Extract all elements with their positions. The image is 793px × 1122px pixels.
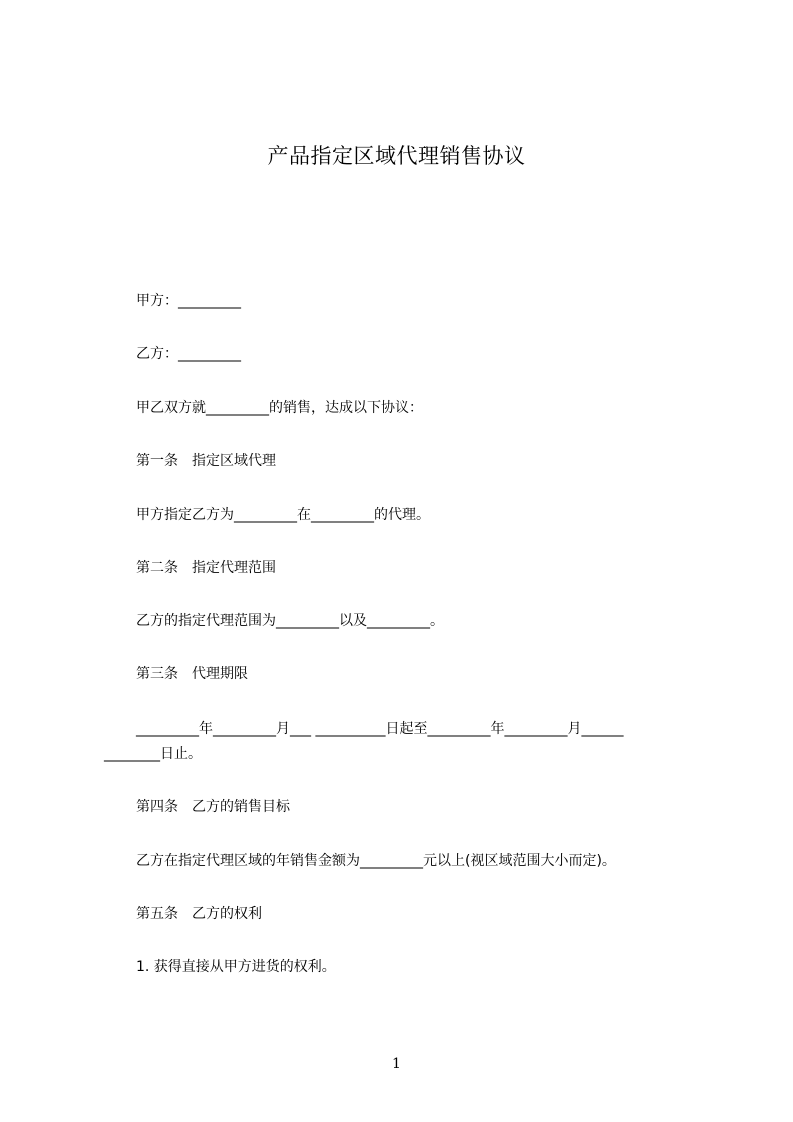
- article-4-heading: 第四条 乙方的销售目标: [136, 799, 290, 815]
- document-title: 产品指定区域代理销售协议: [267, 144, 526, 168]
- article-3-body-line-1: _________年_________月___ __________日起至_________年_________月______: [136, 721, 624, 737]
- article-2-body: 乙方的指定代理范围为_________以及_________。: [136, 613, 444, 629]
- article-3-body-line-2: ________日止。: [104, 746, 202, 762]
- article-1-body: 甲方指定乙方为_________在_________的代理。: [136, 507, 430, 523]
- article-3-heading: 第三条 代理期限: [136, 666, 248, 682]
- article-2-heading: 第二条 指定代理范围: [136, 560, 276, 576]
- article-5-heading: 第五条 乙方的权利: [136, 906, 262, 922]
- article-5-item-1: 1. 获得直接从甲方进货的权利。: [136, 959, 336, 975]
- party-b-line: 乙方：_________: [136, 346, 241, 362]
- article-1-heading: 第一条 指定区域代理: [136, 453, 276, 469]
- party-a-line: 甲方：_________: [136, 293, 241, 309]
- agreement-intro: 甲乙双方就_________的销售，达成以下协议：: [136, 400, 423, 416]
- article-4-body: 乙方在指定代理区域的年销售金额为_________元以上(视区域范围大小而定)。: [136, 853, 616, 869]
- page-number: 1: [392, 1056, 401, 1072]
